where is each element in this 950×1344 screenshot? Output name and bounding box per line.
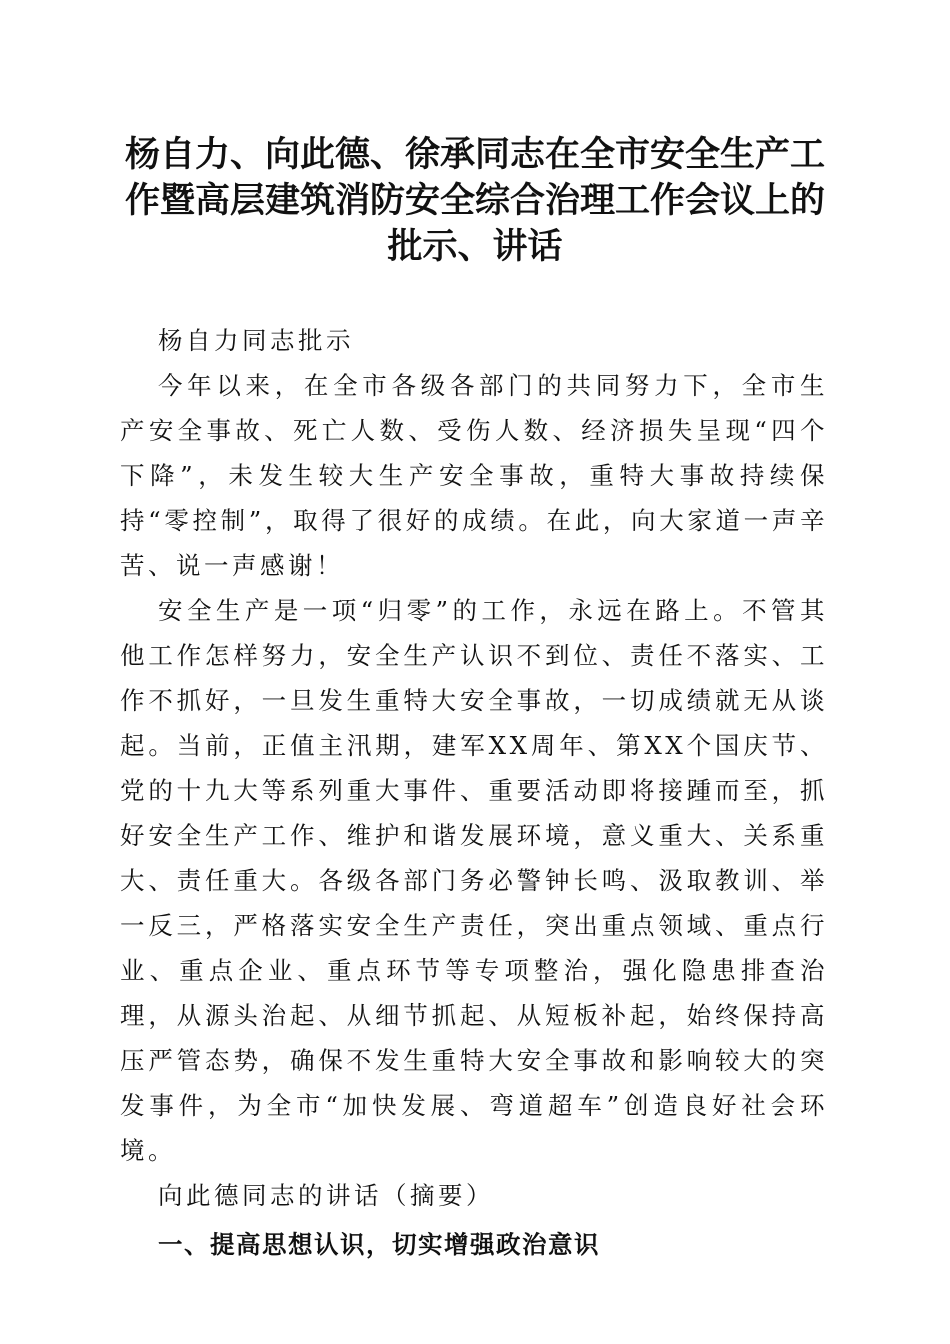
document-title: 杨自力、向此德、徐承同志在全市安全生产工作暨高层建筑消防安全综合治理工作会议上的批示、讲话 [124,135,825,267]
document-body [120,318,828,1267]
section-heading: 一、提高思想认识，切实增强政治意识 [158,1230,600,1259]
body-paragraph: 安全生产是一项“归零”的工作，永远在路上。不管其他工作怎样努力，安全生产认识不到位、责任不落实、工作不抓好，一旦发生重特大安全事故，一切成绩就无从谈起。当前，正值主汛期，建军XX周年、第XX个国庆节、党的十九大等系列重大事件、重要活动即将接踵而至，抓好安全生产工作、维护和谐发展环境，意义重大、关系重大、责任重大。各级各部门务必警钟长鸣、汲取教训、举一反三，严格落实安全生产责任，突出重点领域、重点行业、重点企业、重点环节等专项整治，强化隐患排查治理，从源头治起、从细节抓起、从短板补起，始终保持高压严管态势，确保不发生重特大安全事故和影响较大的突发事件，为全市“加快发展、弯道超车”创造良好社会环境。 [120,596,828,1165]
section-label-xiang-speech: 向此德同志的讲话（摘要） [158,1181,494,1210]
body-paragraph: 今年以来，在全市各级各部门的共同努力下，全市生产安全事故、死亡人数、受伤人数、经济损失呈现“四个下降”，未发生较大生产安全事故，重特大事故持续保持“零控制”，取得了很好的成绩。在此，向大家道一声辛苦、说一声感谢！ [120,371,828,580]
section-label-yang-instruction: 杨自力同志批示 [158,326,354,355]
